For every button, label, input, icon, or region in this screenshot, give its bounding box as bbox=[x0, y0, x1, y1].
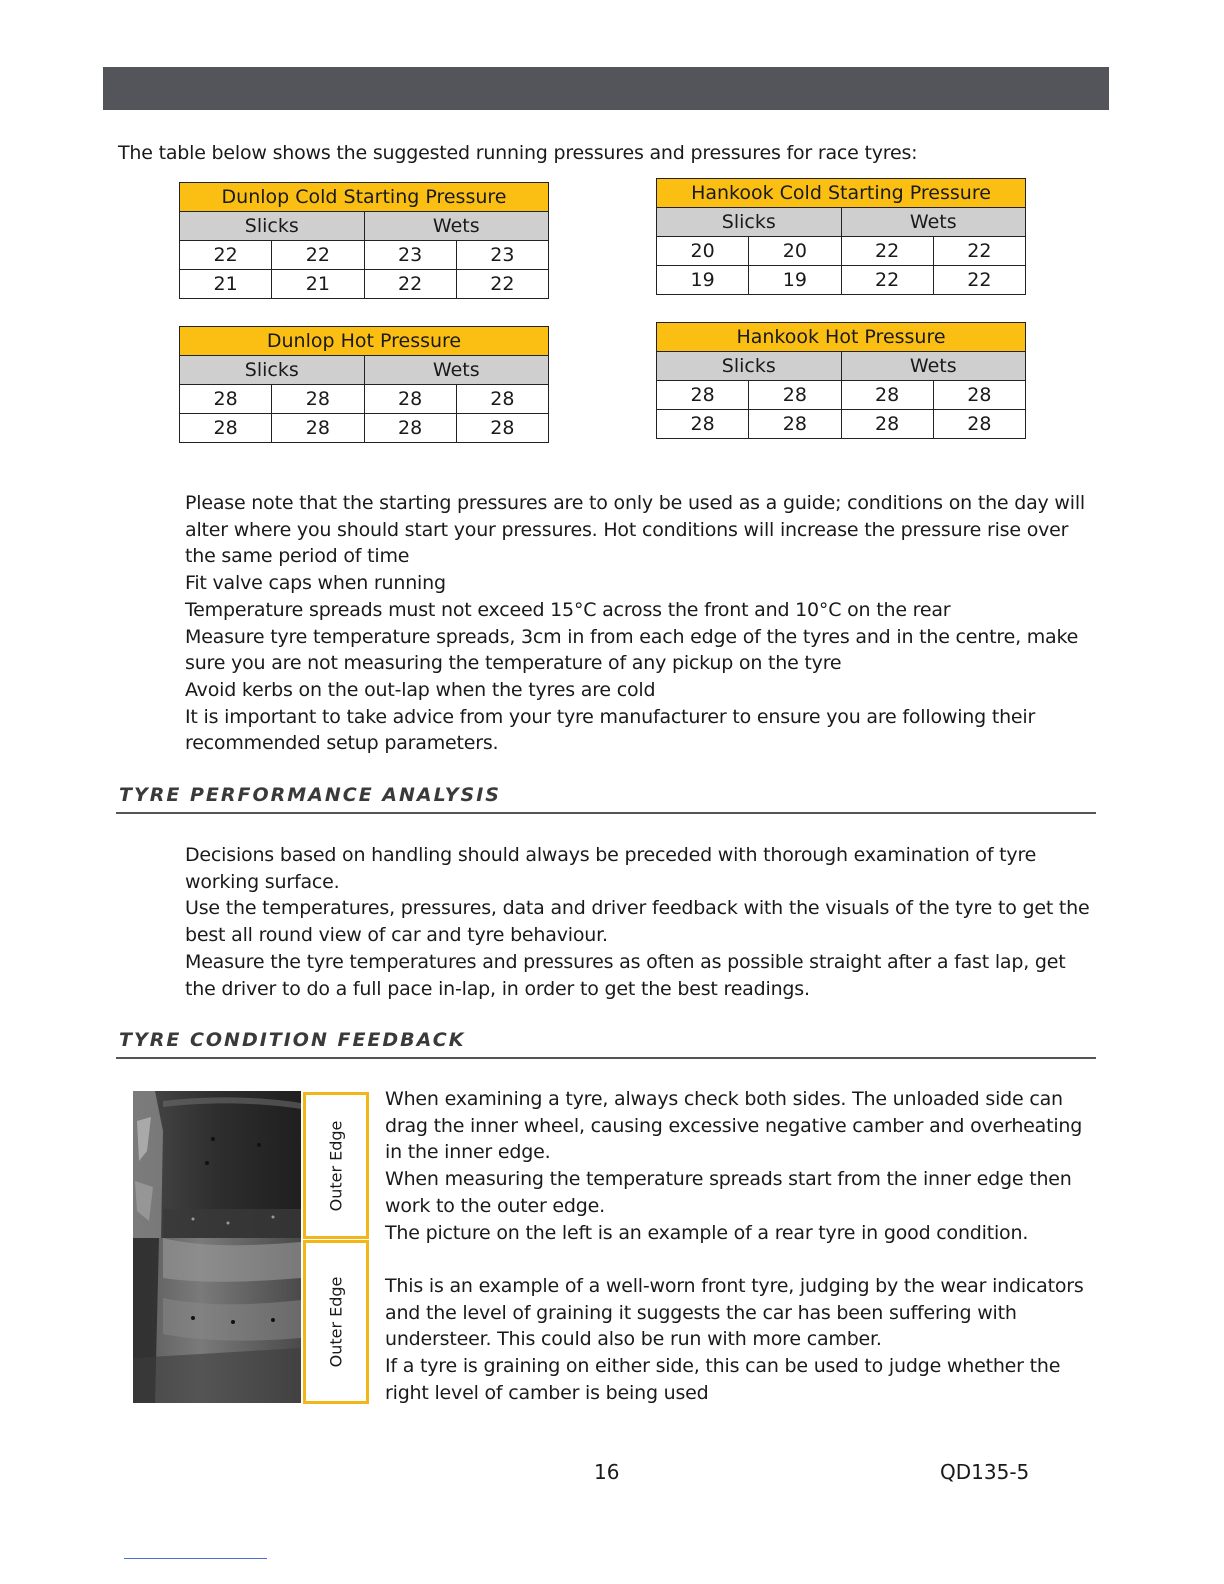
table-cell: 28 bbox=[180, 385, 272, 414]
table-cell: 22 bbox=[272, 241, 364, 270]
slicks-header: Slicks bbox=[180, 212, 365, 241]
table-cell: 28 bbox=[933, 381, 1025, 410]
table-cell: 23 bbox=[456, 241, 548, 270]
outer-edge-label-bottom bbox=[303, 1240, 369, 1404]
section-heading-condition: TYRE CONDITION FEEDBACK bbox=[116, 1029, 1096, 1059]
table-cell: 28 bbox=[933, 410, 1025, 439]
table-cell: 28 bbox=[841, 381, 933, 410]
outer-edge-label-top bbox=[303, 1092, 369, 1239]
paragraph: When examining a tyre, always check both sides. The unloaded side can drag the inner wheel, causing excessive negative camber and overheating in the inner edge. bbox=[385, 1088, 1083, 1164]
table-title: Dunlop Hot Pressure bbox=[180, 327, 549, 356]
table-title: Dunlop Cold Starting Pressure bbox=[180, 183, 549, 212]
wets-header: Wets bbox=[364, 212, 549, 241]
table-cell: 22 bbox=[933, 237, 1025, 266]
paragraph: Measure the tyre temperatures and pressures as often as possible straight after a fast lap, get the driver to do a full pace in-lap, in order to get the best readings. bbox=[185, 950, 1066, 1000]
table-cell: 22 bbox=[841, 237, 933, 266]
table-cell: 19 bbox=[749, 266, 841, 295]
slicks-header: Slicks bbox=[180, 356, 365, 385]
condition-text-block-1 bbox=[385, 1086, 1100, 1246]
paragraph: When measuring the temperature spreads start from the inner edge then work to the outer edge. bbox=[385, 1168, 1072, 1217]
table-title: Hankook Cold Starting Pressure bbox=[657, 179, 1026, 208]
wets-header: Wets bbox=[841, 208, 1026, 237]
wets-header: Wets bbox=[841, 352, 1026, 381]
dunlop-hot-pressure-table bbox=[179, 326, 549, 443]
edge-label-text: Outer Edge bbox=[326, 1276, 346, 1368]
table-cell: 22 bbox=[456, 270, 548, 299]
table-row bbox=[657, 381, 1026, 410]
table-cell: 28 bbox=[749, 410, 841, 439]
rear-tyre-photo bbox=[133, 1091, 301, 1238]
table-cell: 22 bbox=[841, 266, 933, 295]
document-code: QD135-5 bbox=[940, 1460, 1030, 1484]
dunlop-cold-pressure-table bbox=[179, 182, 549, 299]
table-cell: 28 bbox=[456, 385, 548, 414]
table-cell: 28 bbox=[180, 414, 272, 443]
wets-header: Wets bbox=[364, 356, 549, 385]
paragraph: The picture on the left is an example of a rear tyre in good condition. bbox=[385, 1221, 1029, 1244]
slicks-header: Slicks bbox=[657, 208, 842, 237]
table-row bbox=[180, 241, 549, 270]
paragraph: Decisions based on handling should always be preceded with thorough examination of tyre working surface. bbox=[185, 844, 1037, 893]
note-line: It is important to take advice from your tyre manufacturer to ensure you are following their recommended setup parameters. bbox=[185, 705, 1036, 755]
table-row bbox=[180, 270, 549, 299]
table-cell: 28 bbox=[272, 385, 364, 414]
table-row bbox=[180, 385, 549, 414]
note-line: Please note that the starting pressures are to only be used as a guide; conditions on the day will alter where you should start your pressures. Hot conditions will increase the pressure rise over the same period of time bbox=[185, 492, 1086, 568]
hankook-cold-pressure-table bbox=[656, 178, 1026, 295]
intro-text: The table below shows the suggested running pressures and pressures for race tyres: bbox=[118, 142, 918, 164]
table-cell: 20 bbox=[657, 237, 749, 266]
note-line: Avoid kerbs on the out-lap when the tyres are cold bbox=[185, 678, 656, 701]
front-tyre-photo bbox=[133, 1238, 301, 1403]
table-cell: 22 bbox=[364, 270, 456, 299]
performance-paragraphs bbox=[185, 842, 1095, 1002]
table-cell: 28 bbox=[364, 385, 456, 414]
note-line: Temperature spreads must not exceed 15°C across the front and 10°C on the rear bbox=[185, 598, 951, 621]
header-bar bbox=[103, 67, 1109, 110]
table-row bbox=[657, 410, 1026, 439]
table-cell: 21 bbox=[272, 270, 364, 299]
table-title: Hankook Hot Pressure bbox=[657, 323, 1026, 352]
table-row bbox=[657, 237, 1026, 266]
table-cell: 23 bbox=[364, 241, 456, 270]
page-number: 16 bbox=[594, 1460, 620, 1484]
table-cell: 22 bbox=[180, 241, 272, 270]
section-heading-performance: TYRE PERFORMANCE ANALYSIS bbox=[116, 784, 1096, 814]
paragraph: If a tyre is graining on either side, this can be used to judge whether the right level of camber is being used bbox=[385, 1355, 1061, 1404]
table-cell: 28 bbox=[272, 414, 364, 443]
table-cell: 28 bbox=[841, 410, 933, 439]
note-line: Fit valve caps when running bbox=[185, 572, 446, 595]
paragraph: This is an example of a well-worn front tyre, judging by the wear indicators and the level of graining it suggests the car has been suffering with understeer. This could also be run with more camber. bbox=[385, 1275, 1084, 1351]
table-cell: 20 bbox=[749, 237, 841, 266]
table-cell: 28 bbox=[749, 381, 841, 410]
edge-label-text: Outer Edge bbox=[326, 1120, 346, 1211]
table-cell: 28 bbox=[364, 414, 456, 443]
footer-rule bbox=[124, 1558, 267, 1559]
table-cell: 28 bbox=[657, 381, 749, 410]
note-line: Measure tyre temperature spreads, 3cm in from each edge of the tyres and in the centre, make sure you are not measuring the temperature of any pickup on the tyre bbox=[185, 625, 1079, 675]
table-cell: 28 bbox=[657, 410, 749, 439]
condition-text-block-2 bbox=[385, 1273, 1100, 1407]
hankook-hot-pressure-table bbox=[656, 322, 1026, 439]
pressure-notes bbox=[185, 490, 1095, 757]
table-cell: 22 bbox=[933, 266, 1025, 295]
table-cell: 28 bbox=[456, 414, 548, 443]
table-row bbox=[180, 414, 549, 443]
slicks-header: Slicks bbox=[657, 352, 842, 381]
table-row bbox=[657, 266, 1026, 295]
table-cell: 21 bbox=[180, 270, 272, 299]
paragraph: Use the temperatures, pressures, data and driver feedback with the visuals of the tyre to get the best all round view of car and tyre behaviour. bbox=[185, 897, 1090, 947]
table-cell: 19 bbox=[657, 266, 749, 295]
